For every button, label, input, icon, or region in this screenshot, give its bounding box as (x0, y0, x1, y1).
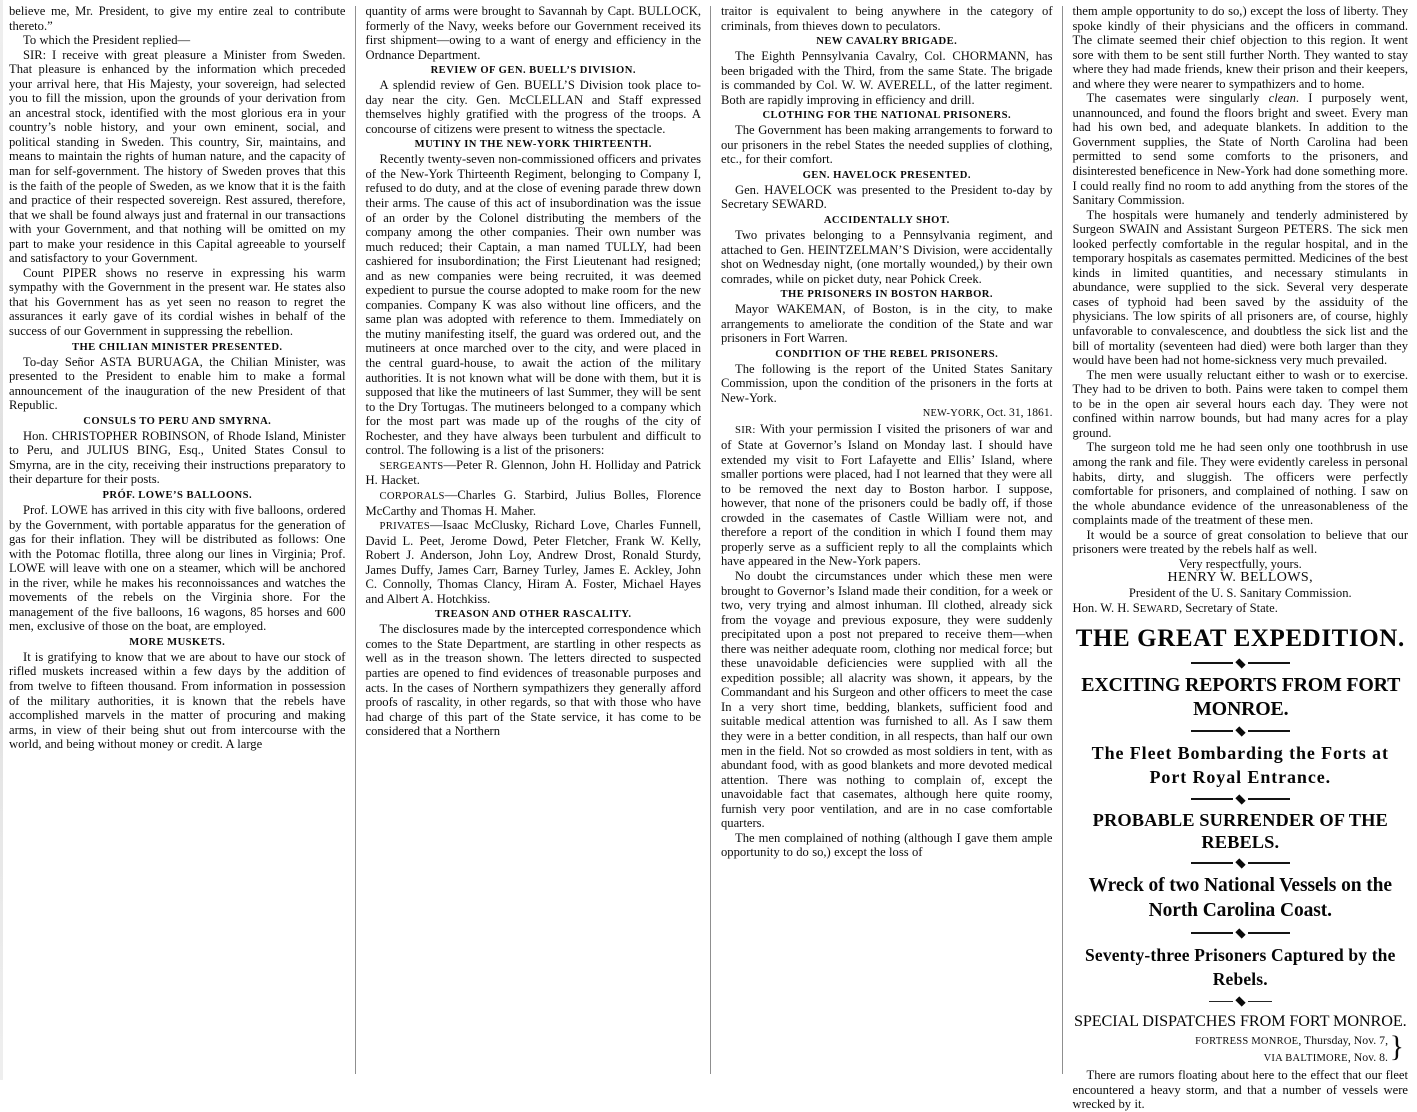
ornament-bar-left (1191, 730, 1233, 732)
ornament-diamond (1235, 658, 1245, 668)
section-head-balloons: PRÓF. LOWE’S BALLOONS. (102, 489, 253, 501)
paragraph: To-day Señor ASTA BURUAGA, the Chilian Minister, was presented to the President to enable him to make a formal announcement of the inauguration of the new President of that Republic. (9, 354, 346, 413)
headline-the-great-expedition: THE GREAT EXPEDITION. (1075, 625, 1405, 653)
paragraph: traitor is equivalent to being anywhere in the category of criminals, from thieves down to peculators. (721, 4, 1053, 33)
ornament-divider (1073, 994, 1409, 1008)
signature-title: President of the U. S. Sanitary Commission. (1128, 585, 1352, 600)
headline-probable-surrender: PROBABLE SURRENDER OF THE REBELS. (1092, 810, 1388, 853)
paragraph: To which the President replied— (23, 33, 191, 48)
prisoner-list-privates (366, 518, 702, 606)
ornament-bar-right (1248, 1001, 1272, 1002)
headline-fleet-bombarding: The Fleet Bombarding the Forts at Port Royal Entrance. (1091, 743, 1389, 788)
paragraph: Gen. HAVELOCK was presented to the President to-day by Secretary SEWARD. (721, 182, 1053, 212)
dateline-date-1: , Thursday, Nov. 7, (1298, 1033, 1389, 1048)
addressee-suffix: , Secretary of State. (1178, 600, 1278, 615)
ornament-divider (1073, 724, 1409, 738)
paragraph-sir (721, 422, 1053, 568)
column-2 (357, 0, 711, 1080)
paragraph: Mayor WAKEMAN, of Boston, is in the city, to make arrangements to ameliorate the condition of the State and war prisoners in Fort Warren. (721, 302, 1053, 346)
section-head-mutiny: MUTINY IN THE NEW-YORK THIRTEENTH. (414, 139, 652, 151)
paragraph: Hon. CHRISTOPHER ROBINSON, of Rhode Island, Minister to Peru, and JULIUS BING, Esq., United States Consul to Smyrna, are in the city, receiving their instructions preparatory to their departure for their posts. (9, 428, 346, 487)
paragraph: No doubt the circumstances under which these men were brought to Governor’s Island made their condition, for a week or two, very trying and almost inhuman. Ill clothed, already sick from the voyage and previous exposure, they were suddenly precipitated upon a post not prepared to receive them—when there was neither adequate room, clothing nor medical force; but these unavoidable deficiencies were supplied with all the expedition possible; all alacrity was shown, it appears, by the Commandant and his Surgeon and other officers to meet the case In a very short time, bedding, blankets, sufficient food and suitable medical attention was furnished to all. As I saw them they were in a better condition, in all respects, than half our own men in the field. Not so crowded as most soldiers in tent, with as abundant food, with as good blankets and more devoted medical attention. There was nothing to complain of, except the unavoidable fact that casemates, although here quite roomy, furnish very poor ventilation, and are in no case comfortable quarters. (721, 568, 1053, 831)
ornament-bar-right (1248, 730, 1290, 732)
addressee-name: EWARD (1139, 602, 1179, 615)
ornament-diamond (1235, 794, 1245, 804)
ornament-diamond (1235, 726, 1245, 736)
ornament-bar-left (1191, 798, 1233, 800)
ornament-diamond (1235, 928, 1245, 938)
paragraph: The Eighth Pennsylvania Cavalry, Col. CHORMANN, has been brigaded with the Third, from the same State. The brigade is commanded by Col. W. W. AVERELL, of the latter regiment. Both are rapidly improving in efficiency and drill. (721, 49, 1053, 107)
section-head-more-muskets: MORE MUSKETS. (129, 636, 226, 648)
ornament-divider (1073, 926, 1409, 940)
list-label-privates: PRIVATES (379, 520, 431, 533)
ornament-divider (1073, 656, 1409, 670)
paragraph: quantity of arms were brought to Savannah by Capt. BULLOCK, formerly of the Navy, weeks before our Government received its first shipment—owing to a want of energy and efficiency in the Ordnance Department. (365, 4, 701, 62)
paragraph: A splendid review of Gen. BUELL’S Division took place to-day near the city. Gen. McCLELLAN and Staff expressed themselves highly gratified with the progress of the troops. A concourse of citizens were present to witness the spectacle. (365, 78, 701, 136)
section-head-havelock: GEN. HAVELOCK PRESENTED. (802, 169, 971, 181)
section-head-boston-harbor: THE PRISONERS IN BOSTON HARBOR. (780, 289, 993, 301)
dateline-line-2 (1073, 1050, 1409, 1067)
paragraph-casemates (1073, 91, 1409, 207)
headline-seventy-three-prisoners: Seventy-three Prisoners Captured by the Rebels. (1085, 945, 1396, 990)
section-head-accidentally-shot: ACCIDENTALLY SHOT. (823, 215, 950, 227)
paragraph: The men were usually reluctant either to wash or to exercise. They had to be driven to both. Pains were taken to compel them to be in the open air several hours each day. They were not confined within narrow bounds, but had many acres for a play ground. (1072, 367, 1409, 440)
paragraph-rumors: There are rumors floating about here to the effect that our fleet encountered a heavy storm, and that a number of vessels were wrecked by it. (1072, 1068, 1409, 1112)
paragraph: Prof. LOWE has arrived in this city with five balloons, ordered by the Government, with portable apparatus for the generation of gas for their inflation. They will be distributed as follows: One with the Potomac flotilla, three along our lines in Virginia; Prof. LOWE will leave with one on a steamer, which will be anchored in the river, while he makes his reconnoissances and watches the movements of the rebels on the Virginia shore. For the management of the five balloons, 16 wagons, 85 horses and 600 men, exclusive of those on the boat, are employed. (9, 502, 346, 634)
paragraph: The Government has been making arrangements to forward to our prisoners in the rebel States the needed supplies of clothing, etc., for their comfort. (721, 123, 1053, 167)
paragraph: The hospitals were humanely and tenderly administered by Surgeon SWAIN and Assistant Surgeon PETERS. The sick men looked perfectly comfortable in the regular hospital, and in the temporary hospitals as casemates permitted. Medicines of the best kinds in limited quantities, and necessary stimulants in abundance, were supplied to the sick. Several very desperate cases of typhoid had been saved by the assiduity of the physicians. The low spirits of all prisoners are, of course, highly unfavorable to convalescence, and doubtless the sick list and the bill of mortality (seventeen had died) were both larger than they would have been had not home-sickness very much prevailed. (1072, 207, 1409, 368)
list-names-sergeants: —Peter R. Glennon, John H. Holliday and Patrick H. Hacket. (365, 457, 701, 488)
ornament-diamond (1235, 996, 1245, 1006)
brace-glyph: } (1389, 1030, 1405, 1064)
ornament-bar-right (1248, 862, 1290, 864)
section-head-chilian-minister: THE CHILIAN MINISTER PRESENTED. (71, 341, 283, 353)
paragraph-text: With your permission I visited the prisoners of war and of State at Governor’s Island on Monday last. I should have extended my visit to Fort Lafayette and Ellis’ Island, where smaller portions were placed, had I not learned that they were all to be removed the next day to Boston harbor. I suppose, however, that none of the prisoners could be badly off, if those crowded in the casemates of Castle William were not, and therefore a report of the condition in which I found them may properly serve as a sufficient reply to all the complaints which have appeared in the New-York papers. (721, 422, 1053, 569)
list-label-corporals: CORPORALS (379, 489, 445, 502)
headline-special-dispatches: SPECIAL DISPATCHES FROM FORT MONROE. (1073, 1012, 1407, 1031)
paragraph: Two privates belonging to a Pennsylvania regiment, and attached to Gen. HEINTZELMAN’S Division, were accidentally shot on Wednesday night, (one mortally wounded,) by their own comrades, while on picket duty, near Pohick Creek. (721, 228, 1053, 286)
ornament-divider (1073, 856, 1409, 870)
dateline-fortress-monroe-block (1073, 1030, 1409, 1066)
ornament-bar-left (1191, 932, 1233, 934)
headline-stack (1073, 621, 1409, 1031)
prisoner-list-corporals (366, 488, 702, 518)
paragraph: SIR: I receive with great pleasure a Minister from Sweden. That pleasure is enhanced by the information which preceded your arrival here, that His Majesty, your sovereign, had selected you to fill the mission, upon the grounds of your derivation from an ancestral stock, identified with the most glorious era in your country’s noble history, and your own eminent, social, and political standing in Sweden. This country, Sir, maintains, and means to maintain the rights of human nature, and the capacity of man for self-government. The history of Sweden proves that this is the faith of the people of Sweden, as we know that it is the faith and practice of their respected sovereign. Rest assured, therefore, that we shall be found always just and fraternal in our transactions with your Government, and that nothing will be omitted on my part to make your residence in this Capital agreeable to yourself and satisfactory to your Government. (9, 47, 346, 266)
signature-respect: Very respectfully, yours. (1178, 556, 1302, 571)
ornament-bar-left (1191, 862, 1233, 864)
paragraph: Count PIPER shows no reserve in expressing his warm sympathy with the Government in the present war. He states also that his Government has as yet seen no reason to regret the assurances it early gave of its cordial wishes in behalf of the success of our Government in suppressing the rebellion. (9, 265, 346, 339)
dateline-place-fortress-monroe: FORTRESS MONROE (1195, 1036, 1299, 1048)
headline-wreck-two-vessels: Wreck of two National Vessels on the North Carolina Coast. (1088, 875, 1392, 922)
paragraph: them ample opportunity to do so,) except the loss of liberty. They spoke kindly of their physicians and the officers in command. The climate seemed their chief objection to this region. It went sore with them to be sent still further North. They wanted to stay where they had made friends, knew their prison and their keepers, and where they were nearer to sympathizers and to home. (1072, 4, 1409, 91)
paragraph: It is gratifying to know that we are about to have our stock of rifled muskets increased within a few days by the addition of from twelve to fifteen thousand. From information in possession of the military authorities, it is known that the rebels have accomplished marvels in the matter of procuring and making arms, in view of their being shut out from intercourse with the world, and being without money or credit. A large (9, 649, 346, 752)
paragraph: believe me, Mr. President, to give my entire zeal to contribute thereto.” (9, 4, 346, 33)
dateline-line-1 (1073, 1033, 1409, 1050)
emphasis-clean: clean (1268, 91, 1296, 106)
paragraph-text-b: . I purposely went, unannounced, and found the floors bright and sweet. Every man had his own bed, and adequate blankets. In addition to the Government supplies, the State of North Carolina had been permitted to send some comforts to the prisoners, and disinterested beneficence in New-York had done something more. I could really find no room to add anything from the stores of the Sanitary Commission. (1072, 91, 1409, 208)
ornament-bar-left (1191, 662, 1233, 664)
signature-addressee (1073, 601, 1409, 617)
paragraph: It would be a source of great consolation to believe that our prisoners were treated by the rebels half as well. (1072, 527, 1409, 557)
list-label-sergeants: SERGEANTS (379, 459, 444, 472)
addressee-prefix: Hon. W. H. S (1072, 600, 1140, 615)
paragraph: Recently twenty-seven non-commissioned officers and privates of the New-York Thirteenth Regiment, belonging to Company I, refused to do duty, and at the close of evening parade threw down their arms. The cause of this act of insubordination was the issue of an order by the Colonel distributing the members of the company among the other companies. Their own number was much reduced; their Captain, a man named TULLY, had been cashiered for insubordination; the First Lieutenant had resigned; and as new companies were being recruited, it was deemed expedient to pursue the course adopted to make room for the new companies. Company K was also without line officers, and the same plan was adopted with reference to them. Immediately on the mutiny manifesting itself, the guard was ordered out, and the mutineers at once marched over to the city, and were placed in the central guard-house, to await the action of the military authorities. It is not known what will be done with them, but it is supposed that like the mutineers of last Summer, they will be sent to the Dry Tortugas. The mutineers belonged to a company which for the most part was made up of the roughs of the city of Rochester, and they have always been turbulent and difficult to control. The following is a list of the prisoners: (365, 152, 701, 458)
paragraph: The following is the report of the United States Sanitary Commission, upon the condition of the prisoners in the forts at New-York. (721, 361, 1053, 405)
column-3 (712, 0, 1062, 1080)
headline-exciting-reports: EXCITING REPORTS FROM FORT MONROE. (1080, 674, 1400, 721)
dateline-date-2: , Nov. 8. (1347, 1049, 1389, 1064)
dateline-via-baltimore: VIA BALTIMORE (1263, 1052, 1348, 1064)
ornament-divider (1073, 792, 1409, 806)
column-4 (1064, 0, 1417, 1112)
section-head-new-cavalry-brigade: NEW CAVALRY BRIGADE. (816, 36, 958, 48)
ornament-diamond (1235, 858, 1245, 868)
paragraph: The men complained of nothing (although I gave them ample opportunity to do so,) except the loss of (721, 830, 1053, 860)
list-names-privates: —Isaac McClusky, Richard Love, Charles Funnell, David L. Peet, Jerome Dowd, Peter Fletcher, Frank W. Kelly, Robert J. Anderson, John Loy, Andrew Drost, Ronald Sturdy, James Duffy, James Carr, Barney Turley, James E. Ackley, John C. Connolly, Thomas Clancy, Hiram A. Foster, Michael Hayes and Albert A. Hotchkiss. (365, 518, 701, 606)
paragraph-text-a: The casemates were singularly (1086, 91, 1269, 106)
dateline-place: NEW-YORK (922, 408, 981, 420)
prisoner-list-sergeants (366, 458, 702, 488)
column-1 (0, 0, 355, 1080)
ornament-bar-right (1248, 798, 1290, 800)
paragraph: The disclosures made by the intercepted correspondence which comes to the State Department, are startling in other respects as well as in the treason shown. The letters directed to suspected parties are opened to find evidences of treasonable purposes and acts. In the cases of Northern sympathizers they generally afford proofs of rascality, in other regards, so that with those who have had charge of this part of the State service, it has come to be considered that a Northern (365, 622, 701, 739)
section-head-rebel-prisoners: CONDITION OF THE REBEL PRISONERS. (775, 348, 999, 360)
dateline-date: , Oct. 31, 1861. (980, 406, 1053, 420)
salutation-sir: SIR: (735, 424, 756, 437)
ornament-bar-right (1248, 662, 1290, 664)
ornament-bar-right (1248, 932, 1290, 934)
ornament-bar-left (1209, 1001, 1233, 1002)
section-head-treason: TREASON AND OTHER RASCALITY. (435, 609, 632, 621)
dateline-new-york (721, 406, 1053, 421)
list-names-corporals: —Charles G. Starbird, Julius Bolles, Florence McCarthy and Thomas H. Maher. (365, 487, 701, 518)
section-head-review-buell: REVIEW OF GEN. BUELL’S DIVISION. (430, 65, 636, 77)
paragraph: The surgeon told me he had seen only one toothbrush in use among the rank and file. They were evidently careless in personal habits, dirty, and sluggish. The officers were perfectly comfortable for prisoners, and complained of nothing. I saw on the whole abundance evidence of the unreasonableness of the complaints made of the treatment of these men. (1072, 440, 1409, 528)
signature-name: HENRY W. BELLOWS, (1167, 570, 1314, 586)
section-head-clothing-prisoners: CLOTHING FOR THE NATIONAL PRISONERS. (762, 110, 1012, 122)
section-head-consuls: CONSULS TO PERU AND SMYRNA. (83, 415, 272, 427)
